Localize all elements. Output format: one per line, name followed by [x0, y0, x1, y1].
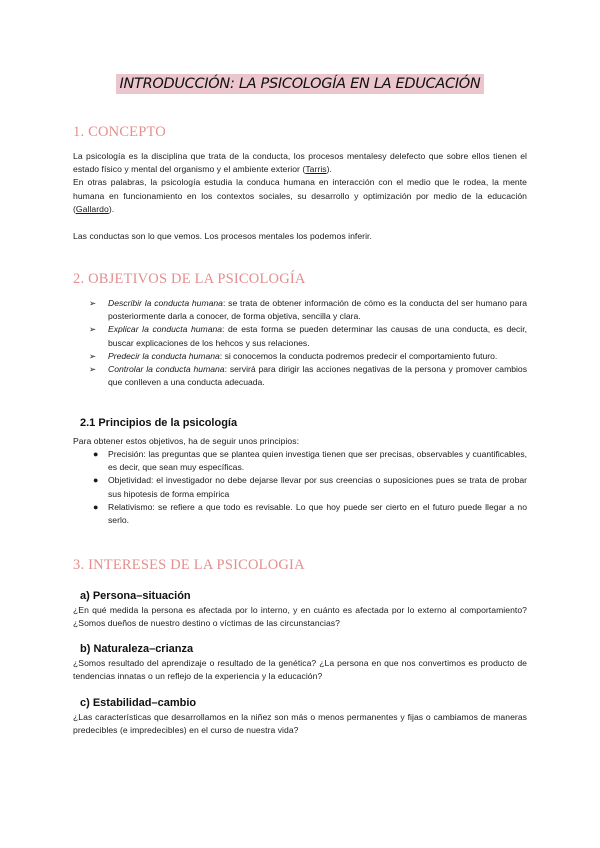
persona-text: ¿En qué medida la persona es afectada por lo interno, y en cuánto es afectada por lo externo al comportamiento? ¿Somos dueños de nuestro destino o víctimas de las circunstancias?	[73, 605, 527, 629]
arrow-bullet-icon: ➢	[89, 298, 97, 308]
list-item: ● Relativismo: se refiere a que todo es revisable. Lo que hoy puede ser cierto en el futuro puede llegar a no serlo.	[93, 501, 527, 526]
list-item: ➢ Describir la conducta humana: se trata de obtener información de cómo es la conducta del ser humano para posteriormente darla a conocer, de forma objetiva, sencilla y clara.	[89, 298, 528, 322]
principios-list	[93, 448, 527, 527]
estabilidad-text: ¿Las características que desarrollamos en la niñez son más o menos permanentes y fijas o cambiamos de maneras predecibles (e impredecibles) en el curso de nuestra vida?	[73, 712, 527, 736]
naturaleza-text: ¿Somos resultado del aprendizaje o resultado de la genética? ¿La persona en que nos convertimos es producto de tendencias innatas o un reflejo de la experiencia y la educación?	[73, 658, 527, 682]
list-item: ● Precisión: las preguntas que se plantea quien investiga tienen que ser precisas, observables y cuantificables, es decir, que sean muy específicas.	[93, 449, 527, 473]
concepto-p1-text: La psicología es la disciplina que trata de la conducta, los procesos mentalesy delefecto que sobre ellos tienen el estado físico y mental del organismo y el ambiente exterior (	[73, 151, 527, 175]
concepto-paragraph	[73, 150, 527, 216]
bullet-icon: ●	[93, 501, 99, 512]
list-item: ● Objetividad: el investigador no debe dejarse llevar por sus creencias o suposiciones pues se trata de probar sus hipotesis de forma empírica	[93, 475, 527, 499]
subsection-heading-principios: 2.1 Principios de la psicología	[80, 417, 238, 429]
subsection-heading-naturaleza: b) Naturaleza–crianza	[80, 643, 194, 655]
list-item: ➢ Predecir la conducta humana: si conocemos la conducta podremos predecir el comportamiento futuro.	[108, 350, 527, 363]
citation-tarris: Tarris	[305, 164, 327, 175]
title-block	[0, 74, 600, 94]
arrow-bullet-icon: ➢	[89, 350, 97, 361]
bullet-icon: ●	[93, 475, 99, 486]
principios-intro: Para obtener estos objetivos, ha de seguir unos principios:	[73, 436, 300, 446]
list-item: ➢ Explicar la conducta humana: de esta forma se pueden determinar las causas de una conducta, es decir, buscar explicaciones de los hehcos y sus relaciones.	[89, 324, 527, 348]
section-heading-intereses: 3. INTERESES DE LA PSICOLOGIA	[73, 557, 305, 573]
page-title: INTRODUCCIÓN: LA PSICOLOGÍA EN LA EDUCACIÓN	[116, 74, 485, 94]
subsection-heading-estabilidad: c) Estabilidad–cambio	[80, 697, 197, 709]
arrow-bullet-icon: ➢	[89, 364, 97, 375]
objetivos-list	[89, 297, 528, 389]
section-heading-concepto: 1. CONCEPTO	[73, 124, 166, 140]
concepto-p3: Las conductas son lo que vemos. Los procesos mentales los podemos inferir.	[73, 231, 372, 241]
citation-gallardo: Gallardo	[75, 203, 109, 214]
list-item: ➢ Controlar la conducta humana: servirá para dirigir las acciones negativas de la persona y promover cambios que conlleven a una conducta adecuada.	[89, 364, 527, 388]
bullet-icon: ●	[93, 449, 99, 459]
concepto-p2-end: ).	[108, 203, 115, 214]
concepto-p2-text: En otras palabras, la psicología estudia la conduca humana en interacción con el medio que le rodea, la mente humana en funcionamiento en los contextos sociales, su desarrollo y optimización por medio de la educación (	[73, 177, 527, 214]
arrow-bullet-icon: ➢	[89, 324, 97, 335]
section-heading-objetivos: 2. OBJETIVOS DE LA PSICOLOGÍA	[73, 271, 306, 287]
concepto-p1-end: ).	[326, 164, 332, 175]
subsection-heading-persona: a) Persona–situación	[80, 590, 191, 602]
